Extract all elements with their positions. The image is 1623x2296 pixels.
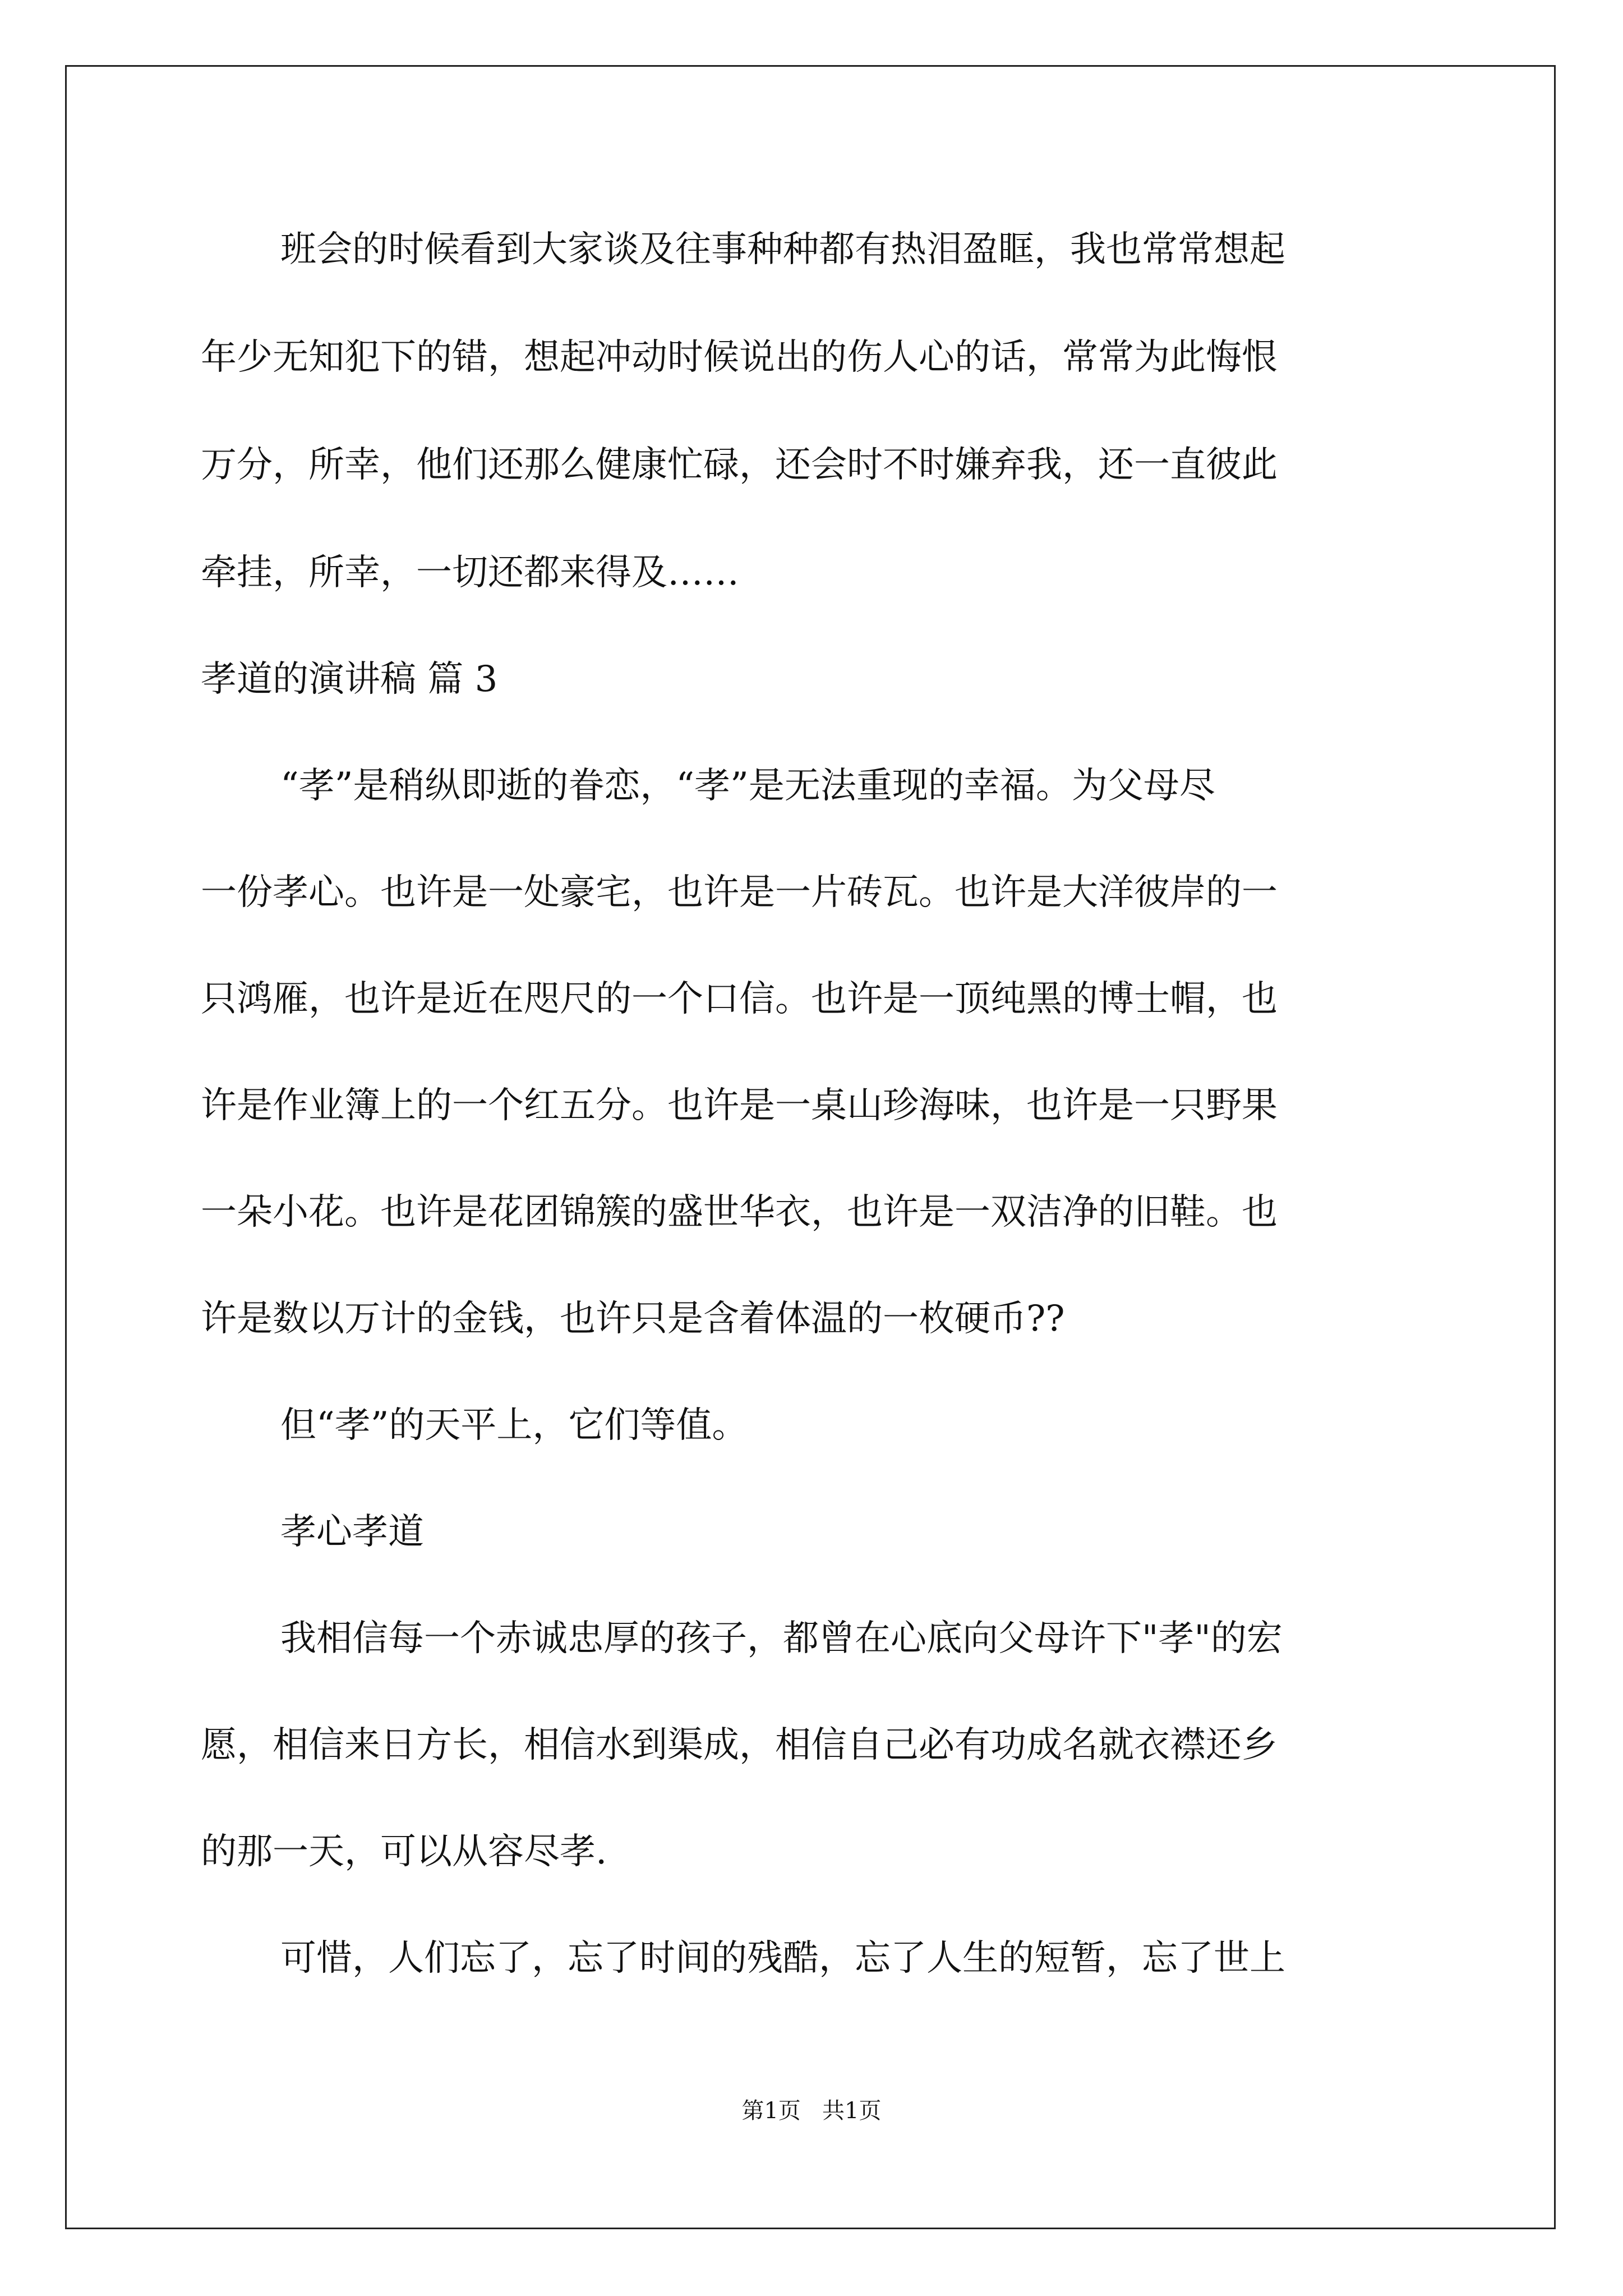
paragraph-line: 只鸿雁，也许是近在咫尺的一个口信。也许是一顶纯黑的博士帽，也 — [201, 978, 1278, 1020]
paragraph-line: 可惜，人们忘了，忘了时间的残酷，忘了人生的短暂，忘了世上 — [280, 1938, 1285, 1979]
paragraph-line: “孝”是稍纵即逝的眷恋，“孝”是无法重现的幸福。为父母尽 — [280, 765, 1215, 807]
paragraph-line: 牵挂，所幸，一切还都来得及…… — [201, 552, 739, 593]
paragraph-line: 年少无知犯下的错，想起冲动时候说出的伤人心的话，常常为此悔恨 — [201, 337, 1278, 378]
paragraph-line: 许是数以万计的金钱，也许只是含着体温的一枚硬币?? — [201, 1298, 1065, 1340]
paragraph-line: 愿，相信来日方长，相信水到渠成，相信自己必有功成名就衣襟还乡 — [201, 1724, 1278, 1766]
paragraph-line: 我相信每一个赤诚忠厚的孩子，都曾在心底向父母许下"孝"的宏 — [280, 1618, 1283, 1659]
paragraph-line: 的那一天，可以从容尽孝. — [201, 1831, 607, 1872]
page-border — [65, 65, 1556, 2229]
paragraph-line: 班会的时候看到大家谈及往事种种都有热泪盈眶，我也常常想起 — [280, 229, 1285, 270]
page-footer: 第1页 共1页 — [741, 2098, 882, 2124]
paragraph-line: 一份孝心。也许是一处豪宅，也许是一片砖瓦。也许是大洋彼岸的一 — [201, 872, 1278, 913]
paragraph-line: 许是作业簿上的一个红五分。也许是一桌山珍海味，也许是一只野果 — [201, 1085, 1278, 1126]
paragraph-line: 但“孝”的天平上，它们等值。 — [280, 1405, 748, 1446]
paragraph-line: 一朵小花。也许是花团锦簇的盛世华衣，也许是一双洁净的旧鞋。也 — [201, 1191, 1278, 1233]
paragraph-line: 万分，所幸，他们还那么健康忙碌，还会时不时嫌弃我，还一直彼此 — [201, 444, 1278, 486]
paragraph-line: 孝心孝道 — [280, 1511, 424, 1553]
section-heading: 孝道的演讲稿 篇 3 — [201, 659, 498, 700]
